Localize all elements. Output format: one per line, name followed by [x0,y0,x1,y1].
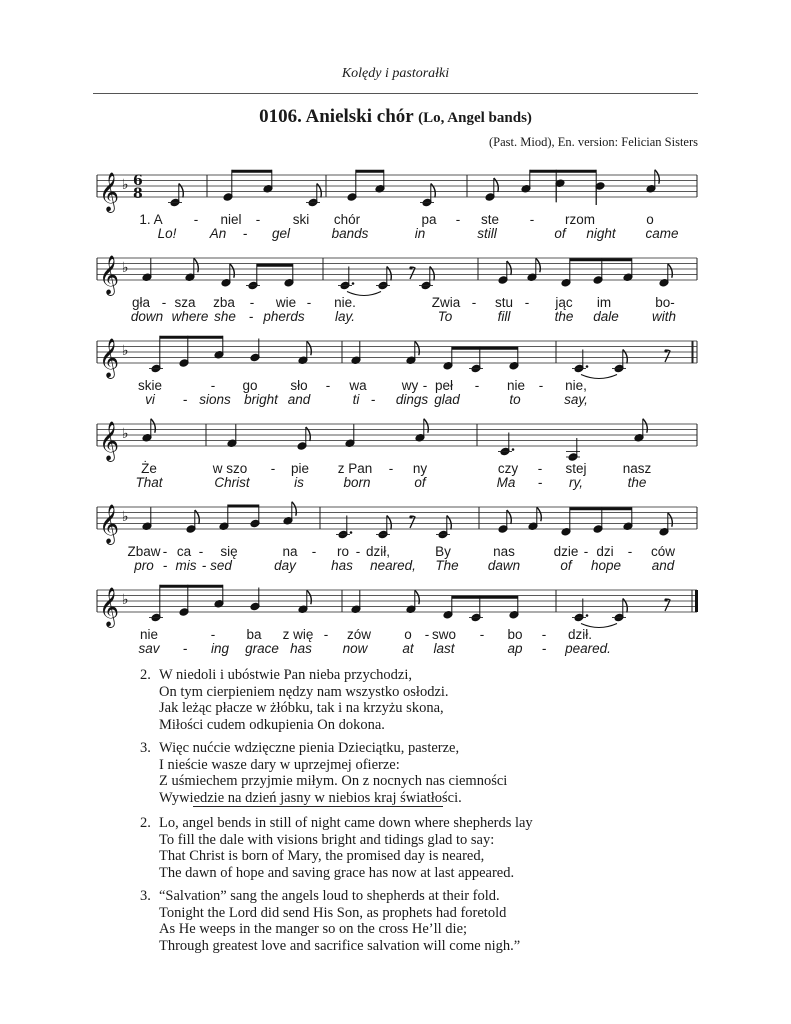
lyric-english: bright [244,392,278,407]
lyric-english: and [651,558,675,573]
verse-line: Through greatest love and sacrifice salvation will come nigh.” [159,937,521,954]
lyric-english: has [331,558,353,573]
lyric-english: has [290,641,312,656]
lyric-polish: - [455,212,461,227]
verse-en-2 [140,815,533,881]
lyric-english: night [586,226,616,241]
lyric-english: ing [210,641,230,656]
treble-clef-icon: 𝄞 [99,338,120,378]
lyric-english: - [162,558,168,573]
lyric-english: dale [593,309,619,324]
lyric-polish: ny [412,461,428,476]
lyric-english: sed [210,558,232,573]
lyric-polish: czy [497,461,519,476]
lyric-english: of [554,226,566,241]
treble-clef-icon: 𝄞 [99,255,120,295]
note-flag [194,258,199,272]
lyric-english: pro [134,558,154,573]
lyric-polish: chór [333,212,361,227]
lyric-english: ap [507,641,523,656]
lyric-polish: nie. [334,295,356,310]
verse-number: 3. [140,740,151,756]
lyric-polish: gła [131,295,151,310]
lyric-polish: - [270,461,276,476]
lyric-polish: nasz [622,461,652,476]
lyric-english: born [343,475,371,490]
lyric-english: peared. [565,641,611,656]
lyric-english: last [433,641,455,656]
verse-line: W niedoli i ubóstwie Pan nieba przychodzi, [159,667,413,683]
lyric-english: the [627,475,647,490]
eighth-rest-icon [664,598,667,601]
lyric-polish: ba [246,627,262,642]
lyric-polish: ste [480,212,500,227]
lyric-polish: z wię [282,627,314,642]
lyric-polish: - [325,378,331,393]
lyric-polish: - [249,295,255,310]
lyric-english: glad [434,392,460,407]
treble-clef-icon: 𝄞 [99,421,120,461]
lyric-polish: By [435,544,451,559]
lyric-english: she [214,309,236,324]
lyric-english: - [242,226,248,241]
verse-pl-2 [140,667,507,733]
lyric-english: bands [331,226,369,241]
augmentation-dot [586,365,589,368]
lyric-polish: peł [434,378,454,393]
lyric-english: day [274,558,296,573]
eighth-rest-icon [409,266,412,269]
lyric-polish: wie [275,295,297,310]
lyric-polish: - [583,544,589,559]
lyric-polish: dził. [567,627,593,642]
lyric-polish: nie, [565,378,587,393]
note-flag [230,264,235,278]
note-beam [356,170,384,173]
lyric-english: - [248,309,254,324]
lyric-polish: z Pan [337,461,373,476]
lyric-english: dings [395,392,429,407]
lyric-polish: - [210,627,216,642]
treble-clef-icon: 𝄞 [99,172,120,212]
lyric-english: That [135,475,163,490]
lyric-polish: ca [176,544,192,559]
verse-en-3 [140,888,533,954]
verse-line: The dawn of hope and saving grace has now at last appeared. [159,864,515,881]
lyric-english: An [209,226,227,241]
lyric-english: mis [175,558,197,573]
lyric-polish: na [282,544,298,559]
lyric-polish: się [220,544,238,559]
lyric-english: - [537,475,543,490]
flat-key-signature-icon: ♭ [122,260,129,276]
verses-polish [140,667,507,813]
lyric-english: - [541,641,547,656]
verses-english [140,815,533,961]
time-signature-numerator: 6 [133,173,143,189]
note-flag [536,258,541,272]
lyric-polish: pa [421,212,437,227]
lyric-english: gel [271,226,291,241]
eighth-rest-icon [664,349,667,352]
lyric-polish: jąc [555,295,573,310]
verse-line: To fill the dale with visions bright and tidings glad to say: [159,831,495,848]
lyric-english: Christ [214,475,250,490]
flat-key-signature-icon: ♭ [122,426,129,442]
verse-line: On tym cierpieniem nędzy nam wszystko osłodzi. [159,683,449,700]
verse-number: 3. [140,888,151,904]
verse-line: Więc nućcie wdzięczne pienia Dzieciątku, pasterze, [159,740,460,756]
lyric-polish: sło [290,378,308,393]
lyric-polish: nas [493,544,515,559]
lyric-polish: wa [349,378,367,393]
section-divider [193,806,443,807]
lyric-polish: - [306,295,312,310]
note-flag [292,502,297,516]
lyric-polish: dził, [365,544,391,559]
lyric-polish: sza [174,295,196,310]
treble-clef-icon: 𝄞 [99,587,120,627]
lyric-english: still [477,226,497,241]
lyric-polish: - [311,544,317,559]
note-flag [668,264,673,278]
lyric-english: - [370,392,376,407]
time-signature-denominator: 8 [133,186,143,202]
note-beam [452,596,518,599]
lyric-polish: - [422,378,428,393]
lyric-english: sions [199,392,231,407]
lyric-polish: bo [507,627,523,642]
note-flag [415,341,420,355]
note-beam [570,258,632,261]
note-flag [655,170,660,184]
lyric-polish: o [404,627,412,642]
lyric-polish: - [161,295,167,310]
lyric-polish: rzom [565,212,595,227]
lyric-polish: - [210,378,216,393]
lyric-polish: - [323,627,329,642]
lyric-english: with [651,309,677,324]
lyric-english: at [402,641,414,656]
lyric-polish: - [388,461,394,476]
eighth-rest-icon [409,515,412,518]
lyric-english: in [414,226,426,241]
note-beam [160,336,223,339]
lyric-polish: o [646,212,654,227]
final-bar-line [695,590,698,612]
lyric-polish: swo [431,627,457,642]
lyric-polish: Zwia [431,295,461,310]
verse-pl-3 [140,740,507,806]
lyric-polish: ców [650,544,676,559]
lyric-english: The [435,558,459,573]
lyric-polish: bo- [655,295,675,310]
lyric-polish: - [479,627,485,642]
lyric-english: ry, [569,475,583,490]
lyric-polish: go [242,378,258,393]
note-beam [452,347,518,350]
augmentation-dot [586,614,589,617]
lyric-english: fill [497,309,511,324]
lyric-english: to [509,392,521,407]
verse-line: Wywiedzie na dzień jasny w niebios kraj światłości. [159,789,462,806]
lyric-polish: - [529,212,535,227]
lyric-polish: ro [336,544,350,559]
verse-line: Miłości cudem odkupienia On dokona. [159,716,385,733]
note-flag [643,419,648,433]
lyric-polish: pie [290,461,310,476]
verse-line: Tonight the Lord did send His Son, as prophets had foretold [159,904,507,921]
title-main: 0106. Anielski chór [259,106,414,127]
lyric-english: now [342,641,368,656]
lyric-english: is [294,475,304,490]
lyric-polish: - [255,212,261,227]
lyric-polish: niel [220,212,242,227]
lyric-polish: zba [213,295,235,310]
lyric-polish: im [596,295,612,310]
note-flag [151,419,156,433]
verse-line: I nieście wasze dary w uprzejmej ofierze: [159,756,400,773]
lyric-polish: - [424,627,430,642]
lyric-polish: - [541,627,547,642]
verse-line: Lo, angel bends in still of night came down where shepherds lay [159,815,533,831]
lyric-polish: wy [401,378,419,393]
lyric-polish: - [627,544,633,559]
lyric-english: - [201,558,207,573]
verse-number: 2. [140,667,151,683]
lyric-english: lay. [334,309,356,324]
note-beam [228,505,259,508]
verse-line: That Christ is born of Mary, the promised day is neared, [159,848,485,864]
verse-line: Z uśmiechem przyjmie miłym. On z nocnych nas ciemności [159,773,508,789]
lyric-polish: - [198,544,204,559]
lyric-polish: ski [292,212,310,227]
augmentation-dot [350,531,353,534]
lyric-polish: nie [139,627,159,642]
lyric-english: sav [138,641,160,656]
flat-key-signature-icon: ♭ [122,509,129,525]
lyric-english: and [287,392,311,407]
flat-key-signature-icon: ♭ [122,343,129,359]
verse-line: As He weeps in the manger so on the cross He’ll die; [159,921,468,937]
lyric-polish: skie [137,378,163,393]
verse-number: 2. [140,815,151,831]
credit-line: (Past. Miod), En. version: Felician Sisters [488,135,698,149]
lyric-polish: stej [565,461,587,476]
lyric-english: Lo! [157,226,177,241]
lyric-polish: nie [506,378,526,393]
lyric-polish: dzie [553,544,579,559]
lyric-english: - [182,641,188,656]
augmentation-dot [512,448,515,451]
note-flag [307,590,312,604]
lyric-english: vi [145,392,155,407]
note-flag [537,507,542,521]
note-flag [415,590,420,604]
lyric-polish: - [474,378,480,393]
note-beam [232,170,272,173]
lyric-english: dawn [487,558,521,573]
lyric-english: To [437,309,453,324]
lyric-polish: - [471,295,477,310]
lyric-english: - [182,392,188,407]
flat-key-signature-icon: ♭ [122,592,129,608]
lyric-polish: Że [141,461,157,476]
lyric-english: where [171,309,209,324]
lyric-polish: 1. A [139,212,163,227]
lyric-english: grace [245,641,279,656]
lyric-polish: w szo [212,461,248,476]
lyric-english: of [560,558,572,573]
lyric-polish: - [355,544,361,559]
note-beam [257,264,293,267]
note-beam [570,507,632,510]
lyric-english: say, [564,392,588,407]
flat-key-signature-icon: ♭ [122,177,129,193]
lyric-polish: dzi [596,544,614,559]
note-flag [668,513,673,527]
verse-line: Jak leżąc płacze w żłóbku, tak i na krzyżu skona, [159,700,444,716]
lyric-polish: - [193,212,199,227]
lyric-polish: - [537,461,543,476]
lyric-polish: - [538,378,544,393]
title-subtitle: (Lo, Angel bands) [418,110,532,126]
lyric-polish: zów [346,627,372,642]
lyric-polish: Zbaw [127,544,161,559]
lyric-english: pherds [263,309,305,324]
lyric-english: Ma [496,475,516,490]
lyric-english: of [414,475,426,490]
lyric-polish: - [162,544,168,559]
lyric-polish: stu [494,295,514,310]
lyric-english: the [554,309,574,324]
lyric-english: down [130,309,164,324]
note-flag [424,419,429,433]
running-head: Kolędy i pastorałki [341,66,450,81]
note-beam [530,170,596,173]
lyric-english: ti [352,392,360,407]
treble-clef-icon: 𝄞 [99,504,120,544]
lyric-english: hope [590,558,622,573]
note-beam [160,585,223,588]
lyric-polish: - [524,295,530,310]
augmentation-dot [352,282,355,285]
verse-line: “Salvation” sang the angels loud to shepherds at their fold. [159,888,500,904]
lyric-english: came [645,226,679,241]
lyric-english: neared, [370,558,416,573]
note-flag [307,341,312,355]
